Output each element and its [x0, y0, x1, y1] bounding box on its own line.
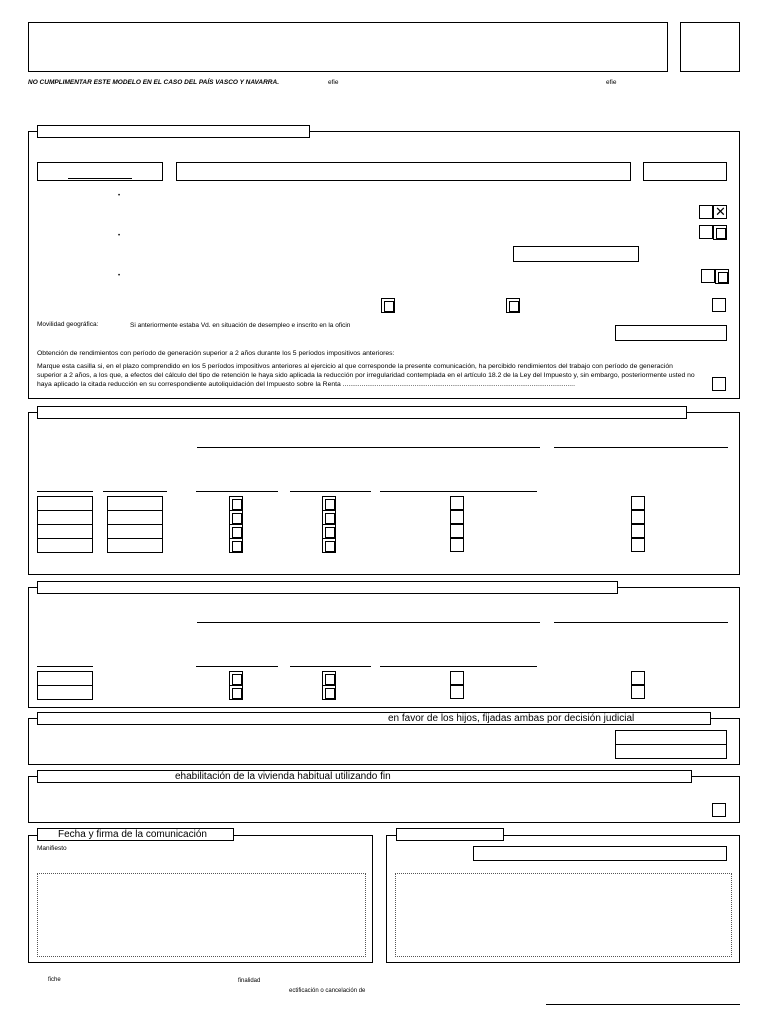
desc-check-c-1[interactable]	[450, 496, 464, 510]
situation-checkbox-3a[interactable]	[701, 269, 715, 283]
desc-year-field-1[interactable]	[37, 496, 93, 511]
disability-checkbox-3[interactable]	[712, 298, 726, 312]
desc-check-d-4[interactable]	[631, 538, 645, 552]
spouse-nif-field[interactable]	[513, 246, 639, 262]
section-signature-title	[37, 828, 234, 841]
income-text: Marque esta casilla si, en el plazo comprendido en los 5 períodos impositivos anteriores al ejercicio al que corresponde la presente comunicación, ha percibido rendimientos del trabajo con período de generación superior a 2 años, a los que, a efectos del cálculo del tipo de retención le haya sido aplicada la reducción por irregularidad contemplada en el artículo 18.2 de la Ley del Impuesto y, sin embargo, posteriormente usted no haya aplicado la citada reducción en su correspondiente autoliquidación del Impuesto sobre la Renta ...........................................................................................................................	[37, 363, 695, 388]
footer-signature-line	[546, 1004, 740, 1005]
desc-check-a-3[interactable]	[229, 524, 243, 539]
situation-checkbox-3b[interactable]	[715, 269, 729, 284]
bullet-2: •	[118, 233, 121, 239]
desc-check-b-2[interactable]	[322, 510, 336, 525]
header-efie-left: efie	[328, 79, 339, 86]
asc-col-line-1	[37, 666, 93, 667]
desc-check-d-3[interactable]	[631, 524, 645, 538]
child-support-amount-field[interactable]	[615, 730, 727, 745]
desc-col-line-1	[37, 491, 93, 492]
situation-checkbox-1b[interactable]	[713, 205, 727, 219]
asc-check-b-1[interactable]	[322, 671, 336, 686]
desc-check-c-4[interactable]	[450, 538, 464, 552]
signature-title-text: Fecha y firma de la comunicación	[58, 829, 207, 840]
section-housing-title	[37, 770, 692, 783]
desc-col-line-3	[196, 491, 278, 492]
desc-year-field-2[interactable]	[37, 510, 93, 525]
desc-check-a-4[interactable]	[229, 538, 243, 553]
situation-checkbox-1a[interactable]	[699, 205, 713, 219]
payer-signature-area[interactable]	[395, 873, 732, 957]
income-heading: Obtención de rendimientos con período de generación superior a 2 años durante los 5 períodos impositivos anteriores:	[37, 350, 395, 357]
desc-year-field-4[interactable]	[37, 538, 93, 553]
header-efie-right: efie	[606, 79, 617, 86]
spouse-pension-amount-field[interactable]	[615, 744, 727, 759]
signature-area[interactable]	[37, 873, 366, 957]
desc-check-c-2[interactable]	[450, 510, 464, 524]
bullet-1: •	[118, 193, 121, 199]
asc-col-line-4	[290, 666, 371, 667]
desc-col-line-2	[103, 491, 167, 492]
desc-check-b-1[interactable]	[322, 496, 336, 511]
birth-year-field[interactable]	[643, 162, 727, 181]
descendants-header-line-1	[197, 447, 540, 448]
desc-check-d-2[interactable]	[631, 510, 645, 524]
disability-checkbox-1[interactable]	[381, 298, 395, 313]
footer-finalidad: finalidad	[238, 978, 261, 984]
ascendants-header-line-2	[554, 622, 728, 623]
desc-adoption-field-1[interactable]	[107, 496, 163, 511]
section-descendants-title	[37, 406, 687, 419]
asc-year-field-1[interactable]	[37, 671, 93, 686]
desc-adoption-field-3[interactable]	[107, 524, 163, 539]
desc-check-b-4[interactable]	[322, 538, 336, 553]
nif-underline	[68, 178, 132, 179]
bullet-3: •	[118, 273, 121, 279]
asc-check-c-1[interactable]	[450, 671, 464, 685]
geo-mobility-text: Si anteriormente estaba Vd. en situación de desempleo e inscrito en la oficin	[130, 322, 351, 329]
situation-checkbox-2b[interactable]	[713, 225, 727, 240]
payer-date-field[interactable]	[473, 846, 727, 861]
asc-check-c-2[interactable]	[450, 685, 464, 699]
desc-adoption-field-4[interactable]	[107, 538, 163, 553]
asc-year-field-2[interactable]	[37, 685, 93, 700]
section-payer-title	[396, 828, 504, 841]
asc-check-d-1[interactable]	[631, 671, 645, 685]
asc-check-d-2[interactable]	[631, 685, 645, 699]
asc-check-b-2[interactable]	[322, 685, 336, 700]
asc-col-line-5	[380, 666, 537, 667]
footer-fiche: fiche	[48, 977, 61, 983]
housing-title-text: ehabilitación de la vivienda habitual utilizando fin	[175, 771, 391, 782]
child-support-title-text: en favor de los hijos, fijadas ambas por decisión judicial	[388, 713, 635, 724]
asc-check-a-2[interactable]	[229, 685, 243, 700]
section-child-support-title	[37, 712, 711, 725]
desc-check-b-3[interactable]	[322, 524, 336, 539]
desc-adoption-field-2[interactable]	[107, 510, 163, 525]
housing-checkbox[interactable]	[712, 803, 726, 817]
desc-check-d-1[interactable]	[631, 496, 645, 510]
desc-check-a-1[interactable]	[229, 496, 243, 511]
income-checkbox[interactable]	[712, 377, 726, 391]
manifiesto-label: Manifiesto	[37, 845, 67, 852]
desc-year-field-3[interactable]	[37, 524, 93, 539]
situation-checkbox-2a[interactable]	[699, 225, 713, 239]
descendants-header-line-2	[554, 447, 728, 448]
desc-check-a-2[interactable]	[229, 510, 243, 525]
checked-mark: ✕	[715, 204, 726, 219]
header-code-box	[680, 22, 740, 72]
desc-col-line-4	[290, 491, 371, 492]
asc-check-a-1[interactable]	[229, 671, 243, 686]
section-personal-data-title	[37, 125, 310, 138]
header-title-box	[28, 22, 668, 72]
section-housing	[28, 776, 740, 823]
desc-col-line-5	[380, 491, 537, 492]
disability-checkbox-2[interactable]	[506, 298, 520, 313]
geo-mobility-date-field[interactable]	[615, 325, 727, 341]
asc-col-line-3	[196, 666, 278, 667]
desc-check-c-3[interactable]	[450, 524, 464, 538]
geo-mobility-label: Movilidad geográfica:	[37, 321, 99, 328]
header-warning: NO CUMPLIMENTAR ESTE MODELO EN EL CASO DEL PAÍS VASCO Y NAVARRA.	[28, 79, 279, 86]
section-ascendants-title	[37, 581, 618, 594]
ascendants-header-line-1	[197, 622, 540, 623]
name-field[interactable]	[176, 162, 631, 181]
footer-rectificacion: ectificación o cancelación de	[289, 988, 366, 994]
